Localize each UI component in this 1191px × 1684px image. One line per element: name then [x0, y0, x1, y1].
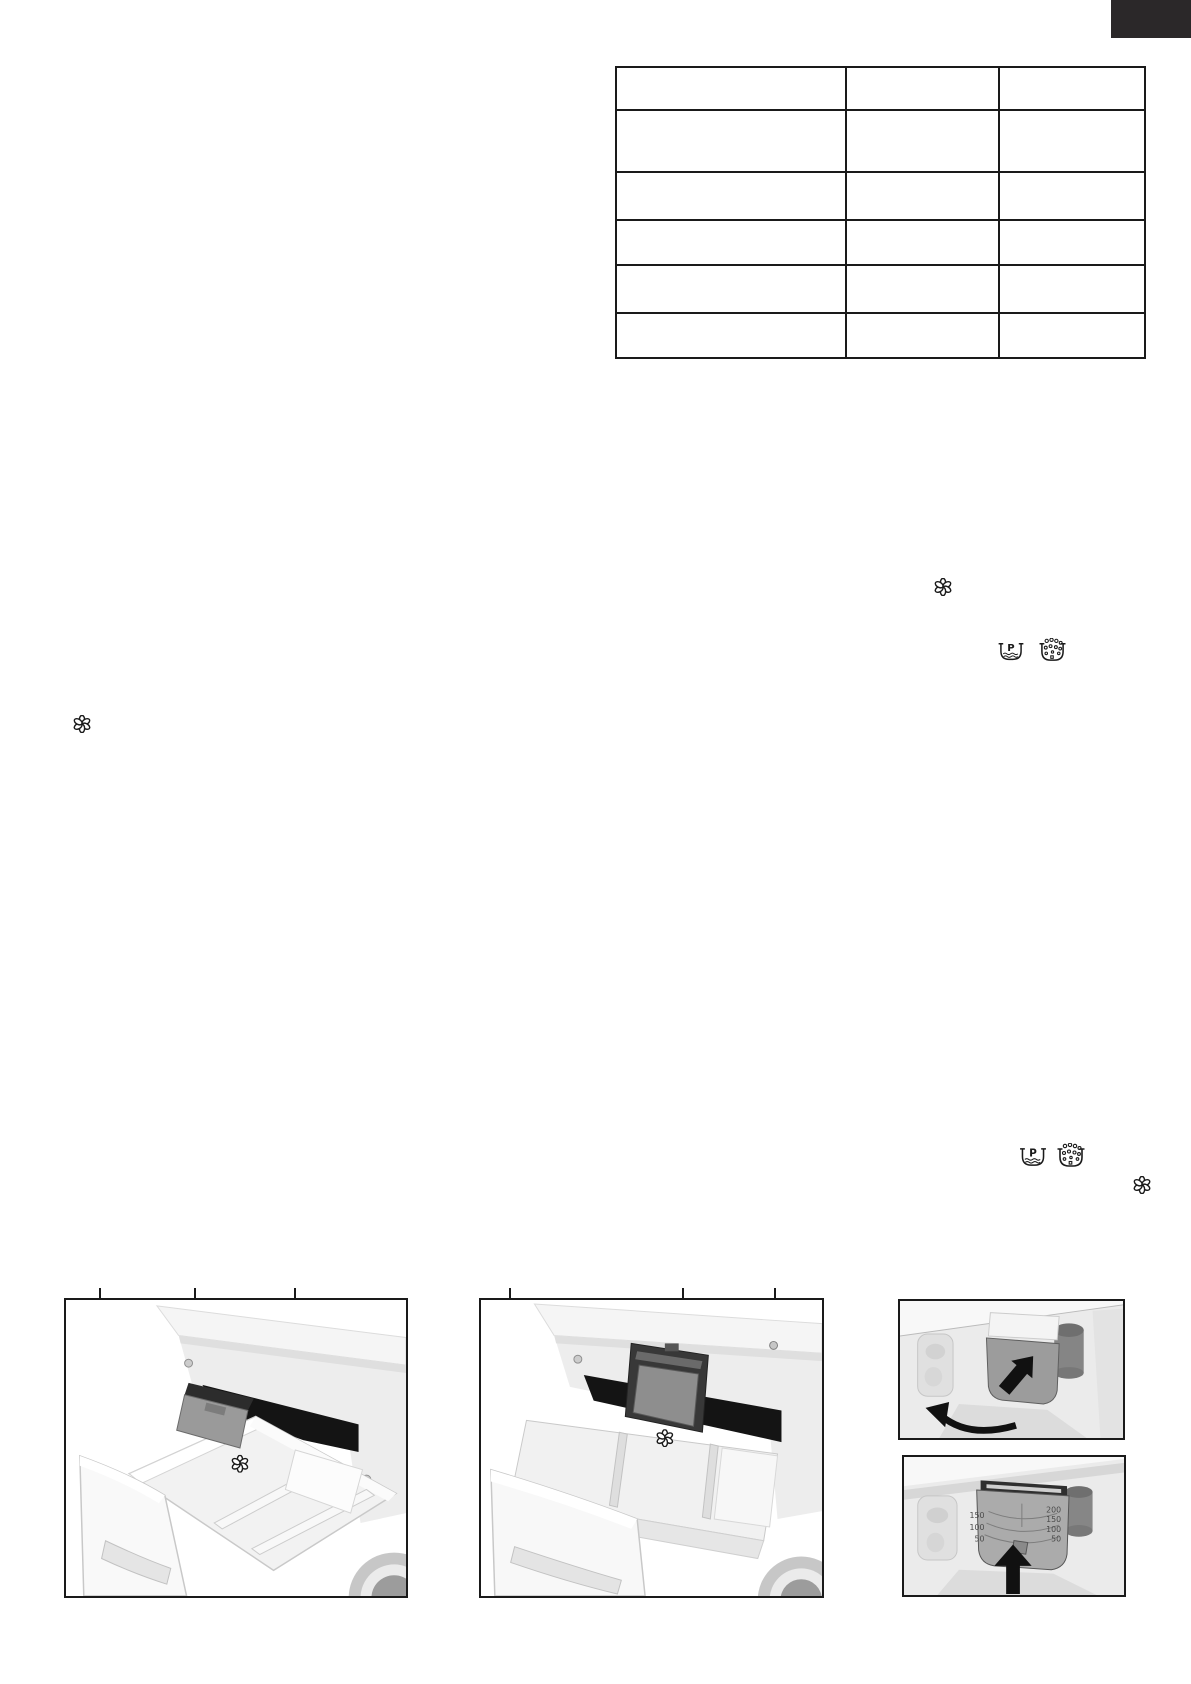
figure-drawer-open-photo-2 — [479, 1298, 824, 1598]
table-cell — [616, 313, 846, 358]
figure-drawer-open-photo-1 — [64, 1298, 408, 1598]
softener-flower-icon — [656, 1430, 673, 1447]
prewash-tray-icon — [996, 641, 1026, 663]
table-cell — [616, 110, 846, 172]
scale-label: 50 — [1051, 1534, 1062, 1544]
table-cell — [999, 67, 1145, 110]
scale-label: 200 — [1046, 1505, 1062, 1515]
table-cell — [616, 220, 846, 265]
table-cell — [846, 172, 999, 220]
drawer-photo-1-art — [66, 1300, 406, 1596]
page-corner-marker — [1111, 0, 1191, 38]
scale-label: 150 — [1046, 1515, 1062, 1525]
softener-flower-icon — [73, 715, 91, 733]
figure-flap-flip-photo — [898, 1299, 1125, 1440]
table-cell — [999, 172, 1145, 220]
mainwash-tray-icon — [1055, 1143, 1087, 1170]
table-cell — [616, 67, 846, 110]
table-cell — [999, 313, 1145, 358]
table-cell — [999, 265, 1145, 313]
spec-table — [615, 66, 1146, 359]
scale-label: 150 — [969, 1511, 985, 1521]
scale-label: 50 — [974, 1534, 985, 1544]
table-cell — [616, 172, 846, 220]
table-cell — [616, 265, 846, 313]
softener-flower-icon — [231, 1455, 248, 1472]
mainwash-tray-icon — [1037, 638, 1068, 664]
softener-flower-icon — [934, 578, 952, 596]
table-cell — [846, 265, 999, 313]
table-cell — [846, 67, 999, 110]
scale-label: 100 — [969, 1522, 985, 1532]
flap-flip-art — [900, 1301, 1123, 1438]
figure-flap-scale-photo — [902, 1455, 1126, 1597]
table-cell — [846, 220, 999, 265]
prewash-tray-icon — [1018, 1146, 1048, 1169]
table-cell — [846, 313, 999, 358]
scale-label: 100 — [1046, 1524, 1062, 1534]
drawer-photo-2-art — [481, 1300, 822, 1596]
table-cell — [999, 220, 1145, 265]
table-cell — [999, 110, 1145, 172]
table-cell — [846, 110, 999, 172]
flap-scale-art — [904, 1457, 1124, 1595]
softener-flower-icon — [1133, 1176, 1151, 1194]
